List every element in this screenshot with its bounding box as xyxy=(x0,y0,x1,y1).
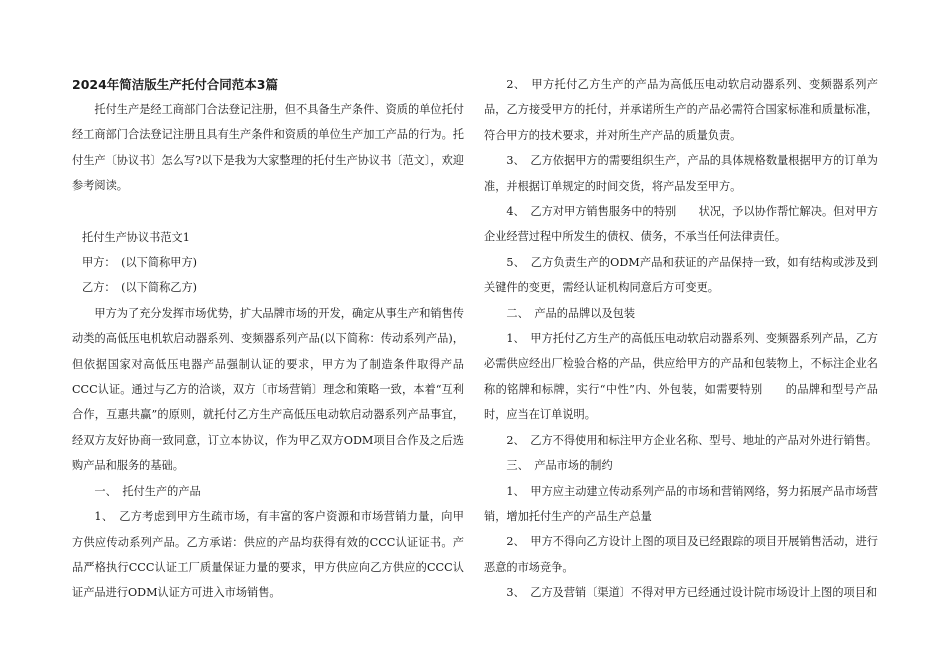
right-column xyxy=(484,72,878,606)
clause-heading-2: 二、 产品的品牌以及包装 xyxy=(506,306,636,320)
party-b-line: 乙方： (以下简称乙方) xyxy=(82,281,198,295)
section-heading-sample-1: 托付生产协议书范文1 xyxy=(82,230,190,244)
clause-1-item-2: 2、 甲方托付乙方生产的产品为高低压电动软启动器系列、变频器系列产品，乙方接受甲方的托付，并承诺所生产的产品必需符合国家标准和质量标准，符合甲方的技术要求，并对所生产产品的质量负责。 xyxy=(484,78,878,142)
clause-heading-1: 一、 托付生产的产品 xyxy=(94,484,201,498)
clause-3-item-1: 1、 甲方应主动建立传动系列产品的市场和营销网络，努力拓展产品市场营销，增加托付生产的产品生产总量 xyxy=(484,484,878,523)
clause-1-item-3: 3、 乙方依据甲方的需要组织生产，产品的具体规格数量根据甲方的订单为准，并根据订单规定的时间交货，将产品发至甲方。 xyxy=(484,154,878,193)
preamble-paragraph: 甲方为了充分发挥市场优势，扩大品牌市场的开发，确定从事生产和销售传动类的高低压电机软启动器系列、变频器系列产品(以下简称：传动系列产品)，但依据国家对高低压电器产品强制认证的要求，甲方为了制造条件取得产品CCC认证。通过与乙方的洽谈，双方〔市场营销〕理念和策略一致，本着“互利合作，互惠共赢”的原则，就托付乙方生产高低压电动软启动器系列产品事宜，经双方友好协商一致同意，订立本协议，作为甲乙双方ODM项目合作及之后选购产品和服务的基础。 xyxy=(72,306,464,473)
clause-heading-3: 三、 产品市场的制约 xyxy=(506,459,613,473)
clause-2-item-2: 2、 乙方不得使用和标注甲方企业名称、型号、地址的产品对外进行销售。 xyxy=(506,433,878,447)
clause-1-item-4: 4、 乙方对甲方销售服务中的特别 状况，予以协作帮忙解决。但对甲方企业经营过程中所发生的债权、债务，不承当任何法律责任。 xyxy=(484,205,878,244)
clause-1-item-5: 5、 乙方负责生产的ODM产品和获证的产品保持一致，如有结构或涉及到关键件的变更，需经认证机构同意后方可变更。 xyxy=(484,255,878,295)
document-title: 2024年简洁版生产托付合同范本3篇 xyxy=(72,77,278,92)
intro-paragraph: 托付生产是经工商部门合法登记注册，但不具备生产条件、资质的单位托付经工商部门合法登记注册且具有生产条件和资质的单位生产加工产品的行为。托付生产〔协议书〕怎么写?以下是我为大家整理的托付生产协议书〔范文〕，欢迎参考阅读。 xyxy=(72,103,464,193)
left-column xyxy=(72,72,464,606)
party-a-line: 甲方： (以下简称甲方) xyxy=(82,256,198,270)
clause-3-item-2: 2、 甲方不得向乙方设计上图的项目及已经跟踪的项目开展销售活动，进行恶意的市场竞争。 xyxy=(484,535,878,574)
clause-2-item-1: 1、 甲方托付乙方生产的高低压电动软启动器系列、变频器系列产品，乙方必需供应经出厂检验合格的产品，供应给甲方的产品和包装物上，不标注企业名称的铭牌和标牌，实行“中性”内、外包装，如需要特别 的品牌和型号产品时，应当在订单说明。 xyxy=(484,332,878,422)
clause-3-item-3: 3、 乙方及营销〔渠道〕不得对甲方已经通过设计院市场设计上图的项目和 xyxy=(506,586,878,600)
clause-1-item-1: 1、 乙方考虑到甲方生疏市场，有丰富的客户资源和市场营销力量，向甲方供应传动系列产品。乙方承诺：供应的产品均获得有效的CCC认证证书。产品严格执行CCC认证工厂质量保证力量的要求，甲方供应向乙方供应的CCC认证产品进行ODM认证方可进入市场销售。 xyxy=(72,510,464,600)
